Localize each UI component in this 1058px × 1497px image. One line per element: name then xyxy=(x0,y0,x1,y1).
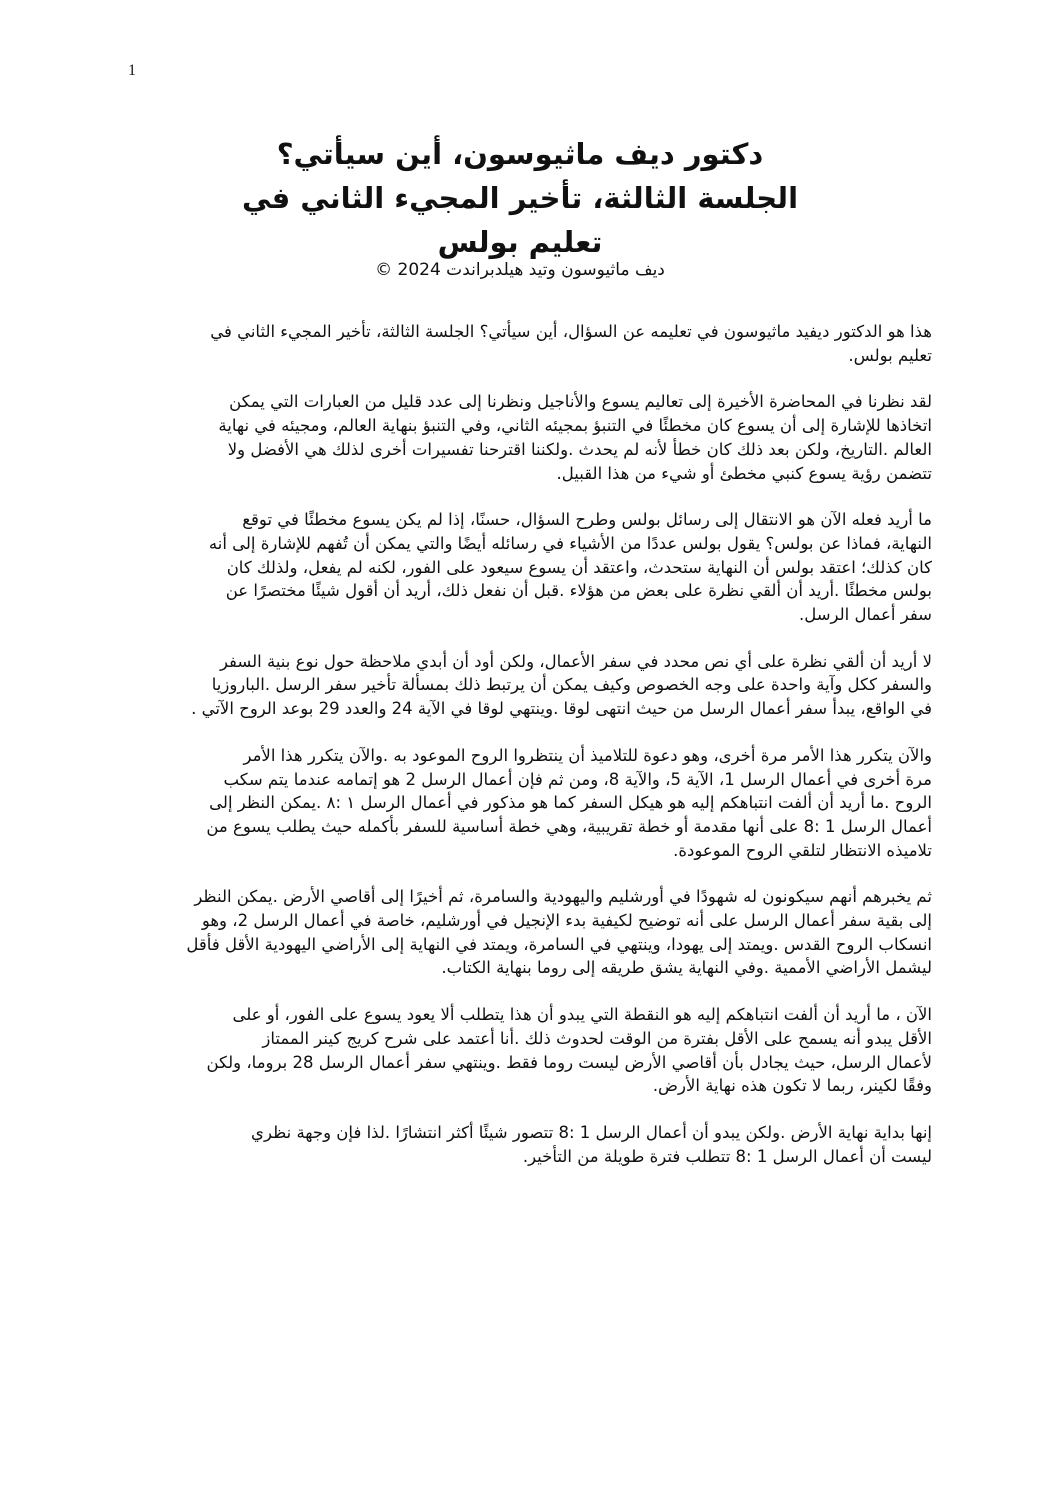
text-line: إلى بقية سفر أعمال الرسل على أنه توضيح لكيفية بدء الإنجيل في أورشليم، خاصة في أعمال الرسل 2، وهو xyxy=(201,911,932,931)
text-line: العالم .التاريخ، ولكن بعد ذلك كان خطأ لأنه لم يحدث .ولكننا اقترحنا تفسيرات أخرى لذلك هي الأفضل ولا xyxy=(227,439,932,459)
text-line: اتخاذها للإشارة إلى أن يسوع كان مخطئًا في التنبؤ بمجيئه الثاني، وفي التنبؤ بنهاية العالم، ومجيئه في نهاية xyxy=(218,416,932,436)
paragraph xyxy=(135,390,932,485)
text-line: والآن يتكرر هذا الأمر مرة أخرى، وهو دعوة للتلاميذ أن ينتظروا الروح الموعود به .والآن يتكرر هذا الأمر xyxy=(243,745,932,765)
page-number: 1 xyxy=(128,62,136,79)
text-line: والسفر ككل وآية واحدة على وجه الخصوص وكيف يمكن أن يرتبط ذلك بمسألة تأخير سفر الرسل .الباروزيا xyxy=(211,675,932,695)
text-line: تلاميذه الانتظار لتلقي الروح الموعودة. xyxy=(673,840,932,860)
text-line: ثم يخبرهم أنهم سيكونون له شهودًا في أورشليم واليهودية والسامرة، ثم أخيرًا إلى أقاصي الأرض .يمكن النظر xyxy=(194,887,932,907)
document-body xyxy=(135,320,932,1191)
text-line: الآن ، ما أريد أن ألفت انتباهكم إليه هو النقطة التي يبدو أن هذا يتطلب ألا يعود يسوع على الفور، أو على xyxy=(232,1005,932,1025)
title-line: تعليم بولس xyxy=(437,225,603,259)
text-line: وفقًا لكينر، ربما لا تكون هذه نهاية الأرض. xyxy=(652,1076,932,1096)
paragraph xyxy=(135,744,932,863)
text-line: لقد نظرنا في المحاضرة الأخيرة إلى تعاليم يسوع والأناجيل ونظرنا إلى عدد قليل من العبارات التي يمكن xyxy=(229,392,932,412)
text-line: ليست أن أعمال الرسل 1 :8 تتطلب فترة طويلة من التأخير. xyxy=(522,1146,932,1166)
text-line: لأعمال الرسل، حيث يجادل بأن أقاصي الأرض ليست روما فقط .وينتهي سفر أعمال الرسل 28 بروما، ولكن xyxy=(206,1052,932,1072)
text-line: انسكاب الروح القدس .ويمتد إلى يهودا، وينتهي في السامرة، ويمتد في النهاية إلى الأراضي اليهودية الأقل فأقل xyxy=(186,934,932,954)
text-line: تتضمن رؤية يسوع كنبي مخطئ أو شيء من هذا القبيل. xyxy=(556,463,932,483)
text-line: مرة أخرى في أعمال الرسل 1، الآية 5، والآية 8، ومن ثم فإن أعمال الرسل 2 هو إتمامه عندما يتم سكب xyxy=(223,769,932,789)
text-line: إنها بداية نهاية الأرض .ولكن يبدو أن أعمال الرسل 1 :8 تتصور شيئًا أكثر انتشارًا .لذا فإن وجهة نظري xyxy=(251,1122,932,1142)
text-line: ليشمل الأراضي الأممية .وفي النهاية يشق طريقه إلى روما بنهاية الكتاب. xyxy=(441,958,932,978)
text-line: الروح .ما أريد أن ألفت انتباهكم إليه هو هيكل السفر كما هو مذكور في أعمال الرسل ١ :٨ .يمكن النظر إلى xyxy=(209,793,932,813)
text-line: كان كذلك؛ اعتقد بولس أن النهاية ستحدث، واعتقد أن يسوع سيعود على الفور، لكنه لم يفعل، ولذلك كان xyxy=(226,557,932,577)
text-line: سفر أعمال الرسل. xyxy=(798,605,932,625)
text-line: أعمال الرسل 1 :8 على أنها مقدمة أو خطة تقريبية، وهي خطة أساسية للسفر بأكمله حيث يطلب يسوع من xyxy=(206,816,932,836)
text-line: الأقل يبدو أنه يسمح على الأقل بفترة من الوقت لحدوث ذلك .أنا أعتمد على شرح كريج كينر الممتاز xyxy=(262,1028,932,1048)
text-line: لا أريد أن ألقي نظرة على أي نص محدد في سفر الأعمال، ولكن أود أن أبدي ملاحظة حول نوع بنية السفر xyxy=(219,651,932,671)
paragraph xyxy=(135,508,932,627)
paragraph xyxy=(135,1003,932,1098)
title-line: دكتور ديف ماثيوسون، أين سيأتي؟ xyxy=(276,137,764,171)
paragraph xyxy=(135,885,932,980)
text-line: تعليم بولس. xyxy=(848,345,932,365)
title-line: الجلسة الثالثة، تأخير المجيء الثاني في xyxy=(241,181,799,215)
paragraph xyxy=(135,320,932,367)
document-header xyxy=(130,132,910,282)
text-line: بولس مخطئًا .أريد أن ألقي نظرة على بعض من هؤلاء .قبل أن نفعل ذلك، أريد أن أقول شيئًا مختصرًا عن xyxy=(225,581,932,601)
paragraph xyxy=(135,1121,932,1168)
paragraph xyxy=(135,650,932,721)
text-line: في الواقع، يبدأ سفر أعمال الرسل من حيث انتهى لوقا .وينتهي لوقا في الآية 24 والعدد 29 بوعد الروح الآتي . xyxy=(191,699,932,719)
text-line: ما أريد فعله الآن هو الانتقال إلى رسائل بولس وطرح السؤال، حسنًا، إذا لم يكن يسوع مخطئًا في توقع xyxy=(242,510,932,530)
text-line: النهاية، فماذا عن بولس؟ يقول بولس عددًا من الأشياء في رسائله أيضًا والتي يمكن أن تُفهم للإشارة إلى أنه xyxy=(208,533,932,553)
copyright-line: ديف ماثيوسون وتيد هيلدبراندت 2024 © xyxy=(375,260,665,280)
text-line: هذا هو الدكتور ديفيد ماثيوسون في تعليمه عن السؤال، أين سيأتي؟ الجلسة الثالثة، تأخير المجيء الثاني في xyxy=(210,322,932,341)
